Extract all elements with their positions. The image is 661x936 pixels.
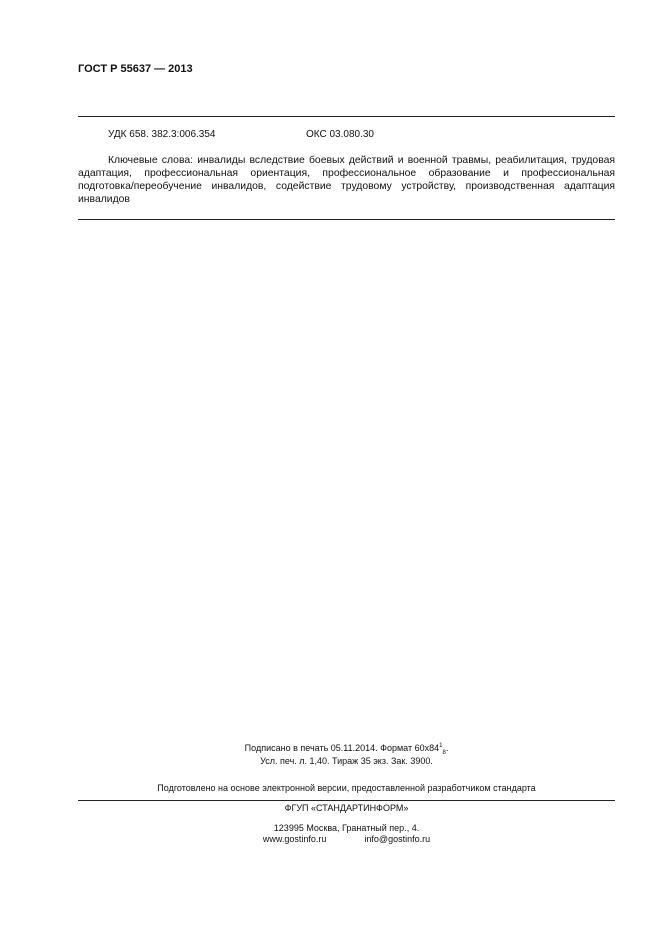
udk-code: УДК 658. 382.3:006.354 — [108, 129, 216, 140]
keywords-paragraph: Ключевые слова: инвалиды вследствие боевых действий и военной травмы, реабилитация, трудовая адаптация, профессиональная ориентация, профессиональное образование и профессиональная подготовка/переобучение инвалидов, содействие трудовому устройству, производственная адаптация инвалидов — [78, 155, 615, 205]
contact-row — [78, 834, 615, 844]
website-link[interactable]: www.gostinfo.ru — [262, 834, 327, 844]
publisher-divider — [78, 800, 615, 801]
format-superscript: 1 — [439, 743, 443, 749]
oks-code: ОКС 03.080.30 — [306, 129, 374, 140]
signed-for-print-line — [78, 743, 615, 756]
format-end: . — [445, 743, 449, 753]
email-link[interactable]: info@gostinfo.ru — [364, 834, 431, 844]
publisher-address: 123995 Москва, Гранатный пер., 4. — [273, 823, 420, 833]
standard-header: ГОСТ Р 55637 — 2013 — [78, 63, 193, 75]
top-divider — [78, 116, 615, 117]
signed-text: Подписано в печать 05.11.2014. Формат 60x84 — [244, 743, 440, 753]
keywords-divider — [78, 219, 615, 220]
print-info: Усл. печ. л. 1,40. Тираж 35 экз. Зак. 3900. — [260, 756, 433, 766]
prepared-note: Подготовлено на основе электронной версии, предоставленной разработчиком стандарта — [157, 783, 536, 793]
publisher-name: ФГУП «СТАНДАРТИНФОРМ» — [284, 803, 409, 813]
format-subscript: 8 — [442, 749, 446, 756]
